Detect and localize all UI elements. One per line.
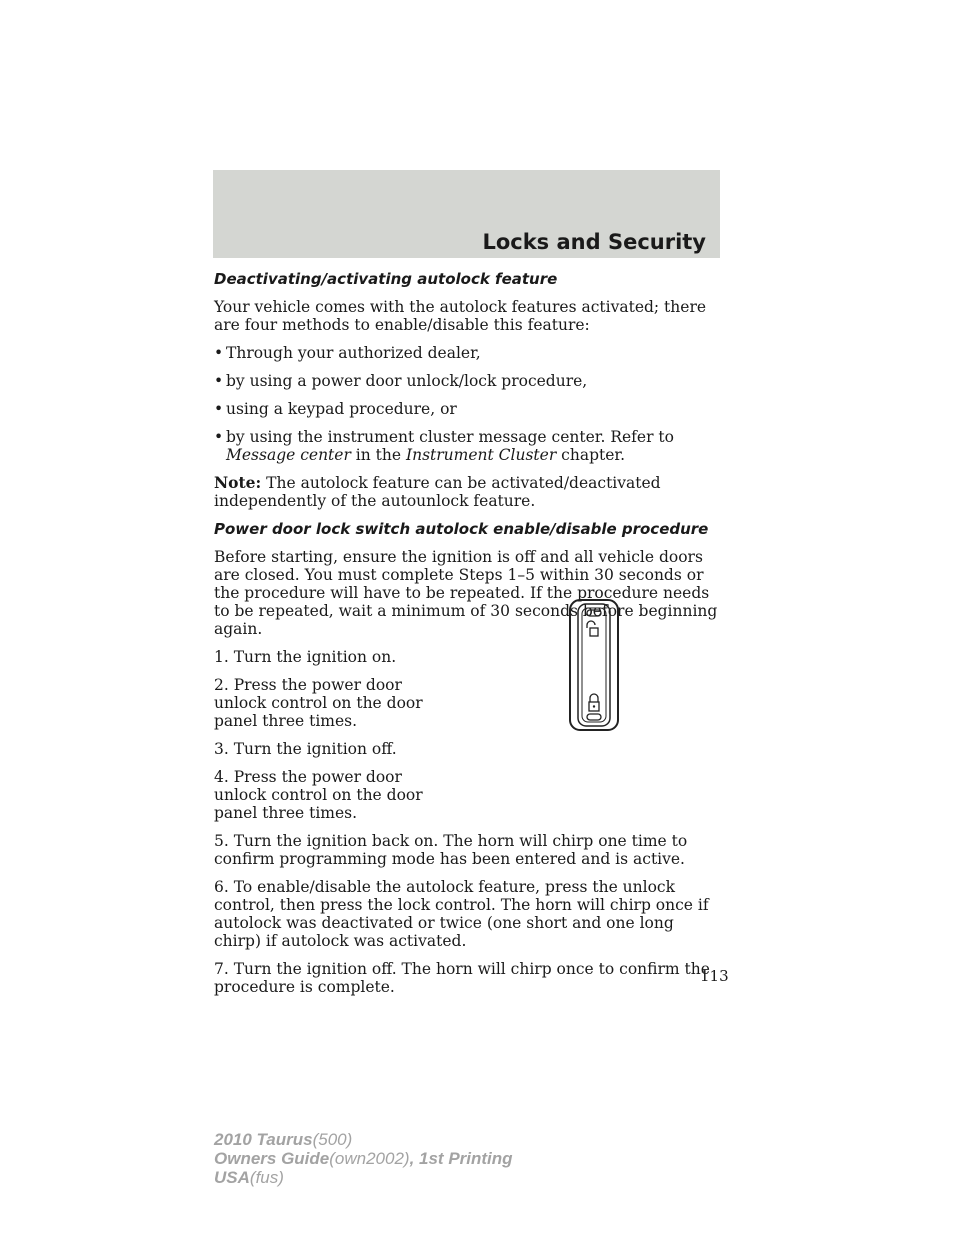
footer-doc-code: (own2002) <box>329 1149 410 1168</box>
step-item: 6. To enable/disable the autolock feature, press the unlock control, then press the lock control. The horn will chirp once if autolock was deactivated or twice (one short and one long chirp) if autolock was activated. <box>214 878 709 950</box>
reference-message-center: Message center <box>226 446 351 464</box>
bullet-icon: • <box>214 400 224 418</box>
step-item: 5. Turn the ignition back on. The horn will chirp one time to confirm programming mode has been entered and is active. <box>214 832 688 868</box>
list-item-text: Through your authorized dealer, <box>226 344 481 362</box>
footer-line <box>214 1130 513 1149</box>
footer-market: USA <box>214 1168 250 1187</box>
list-item-text: by using the instrument cluster message center. Refer to <box>226 428 674 446</box>
footer-market-code: (fus) <box>249 1168 284 1187</box>
list-item <box>214 344 724 362</box>
footer-line <box>214 1149 513 1168</box>
list-item <box>214 428 724 464</box>
list-item-text: using a keypad procedure, or <box>226 400 457 418</box>
list-item-text: by using a power door unlock/lock procedure, <box>226 372 588 390</box>
bullet-icon: • <box>214 344 224 362</box>
print-footer <box>214 1130 513 1187</box>
step-item: 2. Press the power door unlock control on the door panel three times. <box>214 676 423 730</box>
footer-doc: Owners Guide <box>214 1149 330 1168</box>
bullet-icon: • <box>214 372 224 390</box>
step-item: 3. Turn the ignition off. <box>214 740 397 758</box>
page-number: 113 <box>700 967 729 985</box>
step-item: 7. Turn the ignition off. The horn will chirp once to confirm the procedure is complete. <box>214 960 710 996</box>
reference-instrument-cluster: Instrument Cluster <box>405 446 557 464</box>
door-lock-switch-icon <box>568 598 620 732</box>
list-item-text: in the <box>350 446 406 464</box>
footer-printing: , 1st Printing <box>409 1149 513 1168</box>
procedure-intro: Before starting, ensure the ignition is off and all vehicle doors are closed. You must complete Steps 1–5 within 30 seconds or the procedure will have to be repeated. If the procedure needs to be repeated, wait a minimum of 30 seconds before beginning again. <box>214 548 718 638</box>
chapter-header-band <box>213 170 720 258</box>
footer-model: 2010 Taurus <box>214 1130 313 1149</box>
methods-list <box>214 344 724 464</box>
page-content <box>214 270 724 1006</box>
steps-with-figure <box>214 648 724 822</box>
list-item <box>214 400 724 418</box>
note-label: Note: <box>214 473 262 492</box>
step-item: 1. Turn the ignition on. <box>214 648 397 666</box>
note-text: The autolock feature can be activated/deactivated independently of the autounlock feature. <box>214 474 661 510</box>
chapter-title: Locks and Security <box>482 230 706 254</box>
section-heading-procedure: Power door lock switch autolock enable/disable procedure <box>214 520 709 538</box>
bullet-icon: • <box>214 428 224 446</box>
step-item: 4. Press the power door unlock control on the door panel three times. <box>214 768 423 822</box>
footer-line <box>214 1168 513 1187</box>
note-paragraph <box>214 474 724 510</box>
footer-model-code: (500) <box>312 1130 353 1149</box>
section-heading-autolock: Deactivating/activating autolock feature <box>214 270 558 288</box>
list-item-text: chapter. <box>556 446 626 464</box>
intro-paragraph: Your vehicle comes with the autolock features activated; there are four methods to enable/disable this feature: <box>214 298 707 334</box>
list-item <box>214 372 724 390</box>
